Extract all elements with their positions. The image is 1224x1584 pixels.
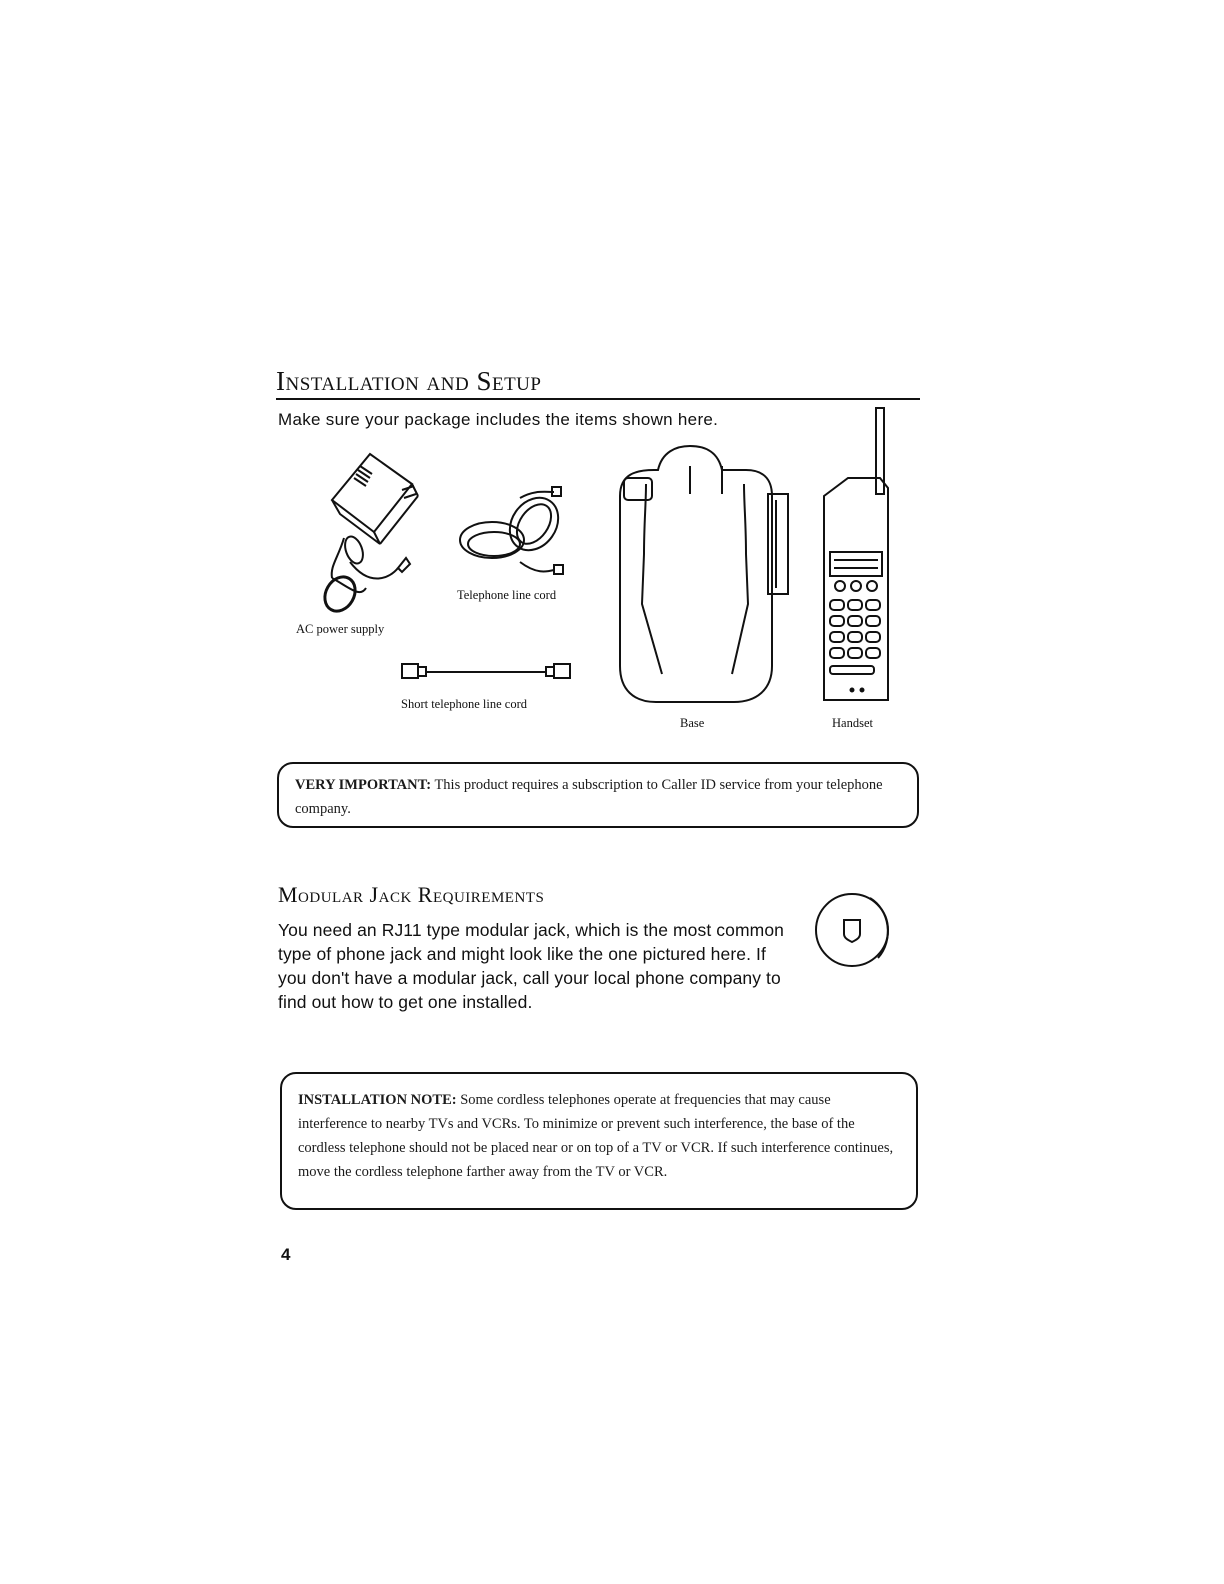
caption-short-telephone-line-cord: Short telephone line cord — [401, 697, 528, 711]
installation-note-text — [298, 1088, 902, 1184]
ac-power-supply-illustration — [310, 448, 440, 618]
installation-note — [280, 1072, 918, 1210]
very-important-notice — [277, 762, 919, 828]
caption-telephone-line-cord: Telephone line cord — [457, 588, 557, 602]
installation-note-label: INSTALLATION NOTE: — [298, 1092, 457, 1108]
modular-jack-icon — [812, 888, 896, 972]
modular-jack-paragraph: You need an RJ11 type modular jack, which is the most common type of phone jack and might look like the one pictured here. If you don't have a modular jack, call your local phone company to find out how to get one installed. — [278, 920, 784, 1012]
modular-jack-heading: Modular Jack Requirements — [278, 882, 545, 907]
caption-ac-power-supply: AC power supply — [296, 622, 385, 636]
short-telephone-line-cord-illustration — [400, 660, 572, 684]
very-important-body: This product requires a subscription to Caller ID service from your telephone company. — [295, 777, 883, 817]
caption-base: Base — [680, 716, 705, 730]
caption-handset: Handset — [832, 716, 873, 730]
telephone-line-cord-illustration — [450, 476, 580, 586]
very-important-text — [295, 773, 903, 821]
intro-text: Make sure your package includes the items shown here. — [278, 410, 719, 429]
page-title: Installation and Setup — [276, 364, 920, 400]
handset-illustration — [818, 404, 894, 704]
installation-note-body: Some cordless telephones operate at frequencies that may cause interference to nearby TVs and VCRs. To minimize or prevent such interference, the base of the cordless telephone should not be placed near or on top of a TV or VCR. If such interference continues, move the cordless telephone farther away from the TV or VCR. — [298, 1092, 894, 1180]
base-illustration — [606, 444, 796, 714]
page-number: 4 — [281, 1245, 291, 1264]
very-important-label: VERY IMPORTANT: — [295, 777, 432, 793]
